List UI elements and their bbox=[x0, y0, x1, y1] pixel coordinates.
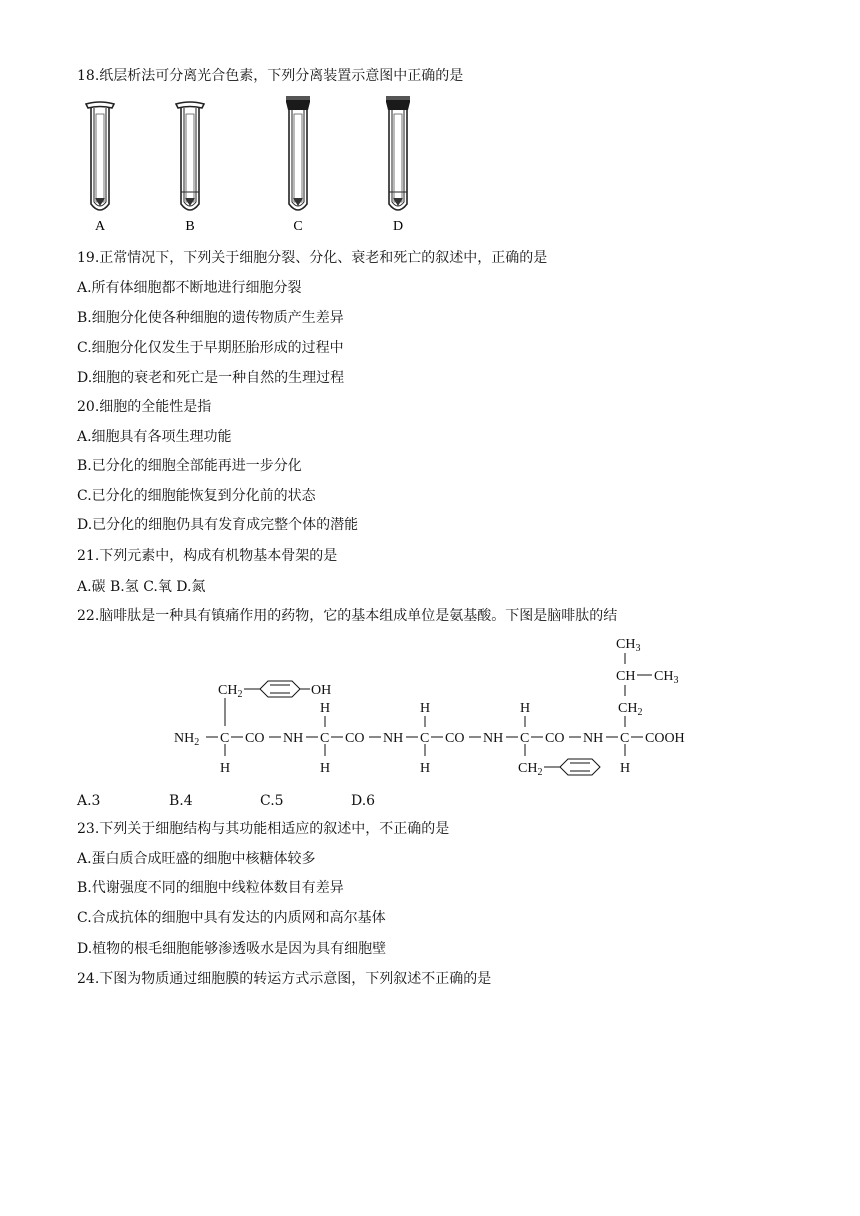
bb-nh2b: NH bbox=[383, 731, 404, 746]
q18-stem: 18.纸层析法可分离光合色素，下列分离装置示意图中正确的是 bbox=[77, 68, 464, 84]
q21-options: A.碳 B.氢 C.氧 D.氮 bbox=[77, 579, 206, 595]
q22-option-d: D.6 bbox=[351, 793, 376, 809]
q20-option-b: B.已分化的细胞全部能再进一步分化 bbox=[77, 458, 302, 474]
q24-stem: 24.下图为物质通过细胞膜的转运方式示意图，下列叙述不正确的是 bbox=[77, 971, 492, 987]
bb-co3: CO bbox=[445, 731, 465, 746]
tube-label-a: A bbox=[94, 219, 106, 234]
r5-ch: CH bbox=[616, 669, 636, 684]
enkephalin-structure bbox=[160, 632, 700, 782]
bb-co4: CO bbox=[545, 731, 565, 746]
q22-option-c: C.5 bbox=[260, 793, 284, 809]
bb-nh1: NH bbox=[283, 731, 304, 746]
bb-c4: C bbox=[520, 731, 530, 746]
r2-h-top: H bbox=[320, 701, 331, 716]
bb-c5: C bbox=[620, 731, 630, 746]
bb-co2: CO bbox=[345, 731, 365, 746]
q19-stem: 19.正常情况下，下列关于细胞分裂、分化、衰老和死亡的叙述中，正确的是 bbox=[77, 250, 548, 266]
r5-ch3-top: $CH_3$ bbox=[616, 637, 641, 654]
r5-ch2: $CH_2$ bbox=[618, 701, 643, 718]
r2-h-bottom: H bbox=[320, 761, 331, 776]
q19-option-c: C.细胞分化仅发生于早期胚胎形成的过程中 bbox=[77, 340, 344, 356]
q19-option-b: B.细胞分化使各种细胞的遗传物质产生差异 bbox=[77, 310, 344, 326]
bb-c3: C bbox=[420, 731, 430, 746]
r5-ch3-right: $CH_3$ bbox=[654, 669, 679, 686]
tube-d bbox=[386, 96, 410, 234]
bb-c1: C bbox=[220, 731, 230, 746]
q23-option-c: C.合成抗体的细胞中具有发达的内质网和高尔基体 bbox=[77, 910, 386, 926]
r4-h-top: H bbox=[520, 701, 531, 716]
q20-option-a: A.细胞具有各项生理功能 bbox=[77, 429, 232, 445]
tube-label-d: D bbox=[392, 219, 404, 234]
bb-nh2: $NH_2$ bbox=[174, 731, 200, 748]
bb-c2: C bbox=[320, 731, 330, 746]
tube-label-b: B bbox=[185, 219, 195, 234]
q23-stem: 23.下列关于细胞结构与其功能相适应的叙述中，不正确的是 bbox=[77, 821, 450, 837]
q19-option-d: D.细胞的衰老和死亡是一种自然的生理过程 bbox=[77, 370, 345, 386]
r1-ch2: $CH_2$ bbox=[218, 683, 243, 700]
tube-label-c: C bbox=[293, 219, 303, 234]
bb-co1: CO bbox=[245, 731, 265, 746]
bb-nh4: NH bbox=[583, 731, 604, 746]
tube-c bbox=[286, 96, 310, 234]
r3-h-bottom: H bbox=[420, 761, 431, 776]
q18-tube-figure bbox=[80, 94, 440, 236]
bb-nh3: NH bbox=[483, 731, 504, 746]
tube-b bbox=[176, 102, 204, 234]
q22-option-a: A.3 bbox=[77, 793, 101, 809]
q22-stem: 22.脑啡肽是一种具有镇痛作用的药物，它的基本组成单位是氨基酸。下图是脑啡肽的结 bbox=[77, 608, 618, 624]
q22-option-b: B.4 bbox=[169, 793, 193, 809]
tube-a bbox=[86, 102, 114, 234]
q20-option-c: C.已分化的细胞能恢复到分化前的状态 bbox=[77, 488, 316, 504]
q20-stem: 20.细胞的全能性是指 bbox=[77, 399, 212, 415]
r3-h-top: H bbox=[420, 701, 431, 716]
bb-cooh: COOH bbox=[645, 731, 685, 746]
q23-option-b: B.代谢强度不同的细胞中线粒体数目有差异 bbox=[77, 880, 344, 896]
q20-option-d: D.已分化的细胞仍具有发育成完整个体的潜能 bbox=[77, 517, 359, 533]
q21-stem: 21.下列元素中，构成有机物基本骨架的是 bbox=[77, 548, 338, 564]
r5-h: H bbox=[620, 761, 631, 776]
r1-h: H bbox=[220, 761, 231, 776]
q19-option-a: A.所有体细胞都不断地进行细胞分裂 bbox=[77, 280, 302, 296]
r1-oh: OH bbox=[311, 683, 332, 698]
r4-ch2: $CH_2$ bbox=[518, 761, 543, 778]
q22-options bbox=[77, 793, 375, 809]
q23-option-d: D.植物的根毛细胞能够渗透吸水是因为具有细胞壁 bbox=[77, 941, 387, 957]
q23-option-a: A.蛋白质合成旺盛的细胞中核糖体较多 bbox=[77, 851, 316, 867]
